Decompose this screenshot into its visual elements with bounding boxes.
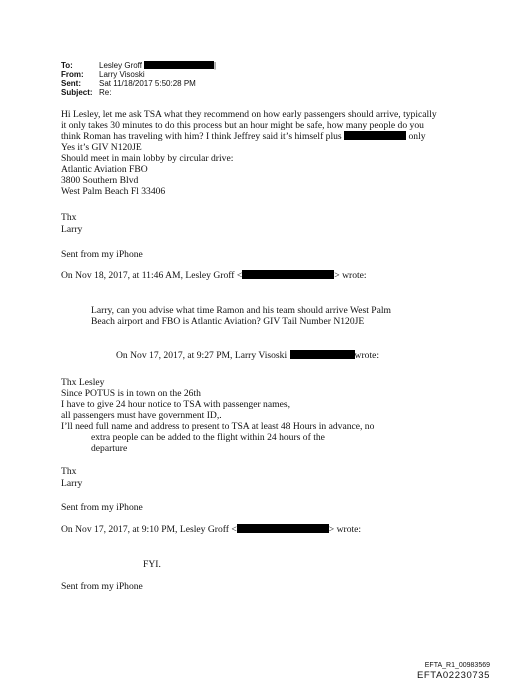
body-line: 3800 Southern Blvd [61,175,139,186]
quoted-line: Thx Lesley [61,377,105,388]
quote-text: > wrote: [328,524,362,535]
quoted-line: extra people can be added to the flight within 24 hours of the [91,432,325,443]
body-text: think Roman has traveling with him? I think Jeffrey said it’s himself plus [61,131,342,142]
redaction-bar [344,131,406,140]
subject-value: Re: [99,88,112,97]
to-tail: | [213,61,217,70]
body-line: Should meet in main lobby by circular drive: [61,153,234,164]
sent-from-iphone: Sent from my iPhone [61,581,143,592]
quoted-line: FYI. [143,559,161,570]
sent-value: Sat 11/18/2017 5:50:28 PM [99,79,196,88]
body-line: it only takes 30 minutes to do this process but an hour might be safe, how many people do you [61,120,424,131]
quoted-line: all passengers must have government ID,. [61,410,222,421]
quoted-line: Larry, can you advise what time Ramon and his team should arrive West Palm [91,305,392,316]
bates-number-1: EFTA_R1_00983569 [424,662,490,669]
body-line: Hi Lesley, let me ask TSA what they recommend on how early passengers should arrive, typically [61,109,437,120]
signoff: Thx [61,212,77,223]
quote-text: On Nov 17, 2017, at 9:10 PM, Lesley Groff < [61,524,237,535]
body-text: only [408,131,426,142]
quote-text: On Nov 17, 2017, at 9:27 PM, Larry Visoski [116,350,288,361]
sent-label: Sent: [61,79,81,88]
redaction-bar [237,524,329,533]
body-line: Yes it’s GIV N120JE [61,142,142,153]
quote-header [116,350,379,362]
signature: Larry [61,224,83,235]
quoted-line: departure [91,443,128,454]
quoted-line: Since POTUS is in town on the 26th [61,388,201,399]
sent-from-iphone: Sent from my iPhone [61,502,143,513]
to-label: To: [61,61,73,70]
signoff: Thx [61,466,77,477]
quoted-line: Beach airport and FBO is Atlantic Aviation? GIV Tail Number N120JE [91,316,365,327]
body-line: West Palm Beach Fl 33406 [61,186,166,197]
quote-text: > wrote: [334,270,367,281]
quoted-line: I have to give 24 hour notice to TSA with passenger names, [61,399,290,410]
from-label: From: [61,70,84,79]
body-line [61,131,426,143]
signature: Larry [61,478,83,489]
sent-from-iphone: Sent from my iPhone [61,249,143,260]
subject-label: Subject: [61,88,93,97]
redaction-bar [242,270,334,279]
quote-text: wrote: [354,350,380,361]
quoted-line: I’ll need full name and address to present to TSA at least 48 Hours in advance, no [61,421,375,432]
from-value: Larry Visoski [99,70,145,79]
bates-number-2: EFTA02230735 [416,670,490,681]
quote-text: On Nov 18, 2017, at 11:46 AM, Lesley Groff < [61,270,243,281]
quote-header [61,524,361,536]
redaction-bar [290,350,355,359]
body-line: Atlantic Aviation FBO [61,164,148,175]
redaction-bar [144,61,217,70]
to-name: Lesley Groff [99,61,142,70]
quote-header [61,270,367,282]
